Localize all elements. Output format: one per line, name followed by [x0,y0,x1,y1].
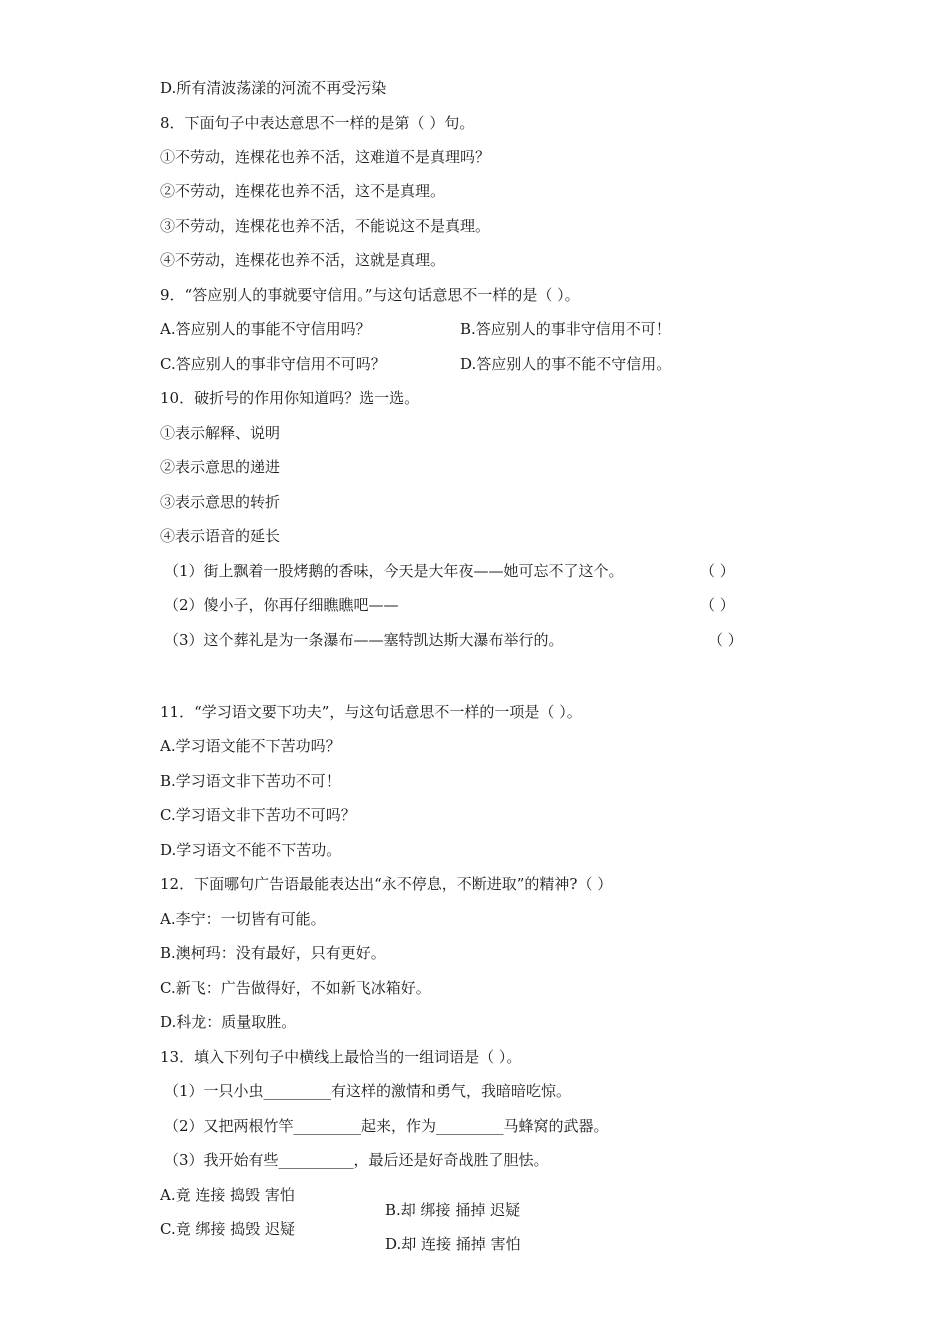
q13-sentence-2: （2）又把两根竹竿_________起来，作为_________马蜂窝的武器。 [164,1117,609,1135]
q12-option-a: A.李宁：一切皆有可能。 [160,910,326,928]
q12-stem: 12．下面哪句广告语最能表达出“永不停息，不断进取”的精神?（ ） [160,875,613,893]
q9-option-d: D.答应别人的事不能不守信用。 [460,355,672,373]
q10-stem: 10．破折号的作用你知道吗？选一选。 [160,389,420,407]
q8-item-3: ③不劳动，连棵花也养不活，不能说这不是真理。 [160,217,491,235]
q8-stem: 8．下面句子中表达意思不一样的是第（ ）句。 [160,114,475,132]
q9-option-a: A.答应别人的事能不守信用吗？ [160,320,371,338]
q9-option-c: C.答应别人的事非守信用不可吗？ [160,355,386,373]
q10-answer-3[interactable]: （ ） [708,631,743,649]
q13-option-a: A.竟 连接 捣毁 害怕 [160,1186,295,1204]
q13-stem: 13．填入下列句子中横线上最恰当的一组词语是（ ）。 [160,1048,522,1066]
q11-option-c: C.学习语文非下苦功不可吗？ [160,806,356,824]
q12-option-b: B.澳柯玛：没有最好，只有更好。 [160,944,386,962]
q8-item-1: ①不劳动，连棵花也养不活，这难道不是真理吗？ [160,148,491,166]
q10-sentence-1: （1）街上飘着一股烤鹅的香味，今天是大年夜——她可忘不了这个。 [164,562,624,580]
q10-sentence-3: （3）这个葬礼是为一条瀑布——塞特凯达斯大瀑布举行的。 [164,631,564,649]
q11-option-a: A.学习语文能不下苦功吗？ [160,737,341,755]
q9-stem: 9．“答应别人的事就要守信用。”与这句话意思不一样的是（ ）。 [160,286,580,304]
q10-use-1: ①表示解释、说明 [160,424,281,442]
q11-option-d: D.学习语文不能不下苦功。 [160,841,342,859]
q13-sentence-3: （3）我开始有些__________，最后还是好奇战胜了胆怯。 [164,1151,549,1169]
q12-option-d: D.科龙：质量取胜。 [160,1013,297,1031]
q13-option-b: B.却 绑接 捅掉 迟疑 [385,1201,521,1219]
q9-option-b: B.答应别人的事非守信用不可！ [460,320,671,338]
q12-option-c: C.新飞：广告做得好，不如新飞冰箱好。 [160,979,431,997]
q10-answer-2[interactable]: （ ） [700,596,735,614]
q10-use-4: ④表示语音的延长 [160,527,281,545]
q13-option-d: D.却 连接 捅掉 害怕 [385,1235,521,1253]
q10-use-2: ②表示意思的递进 [160,458,281,476]
q8-item-4: ④不劳动，连棵花也养不活，这就是真理。 [160,251,446,269]
q10-answer-1[interactable]: （ ） [700,562,735,580]
q10-sentence-2: （2）傻小子，你再仔细瞧瞧吧—— [164,596,399,614]
q11-option-b: B.学习语文非下苦功不可！ [160,772,341,790]
q8-item-2: ②不劳动，连棵花也养不活，这不是真理。 [160,182,446,200]
q11-stem: 11．“学习语文要下功夫”，与这句话意思不一样的一项是（ ）。 [160,703,582,721]
q10-use-3: ③表示意思的转折 [160,493,281,511]
q13-option-c: C.竟 绑接 捣毁 迟疑 [160,1220,296,1238]
q13-sentence-1: （1）一只小虫_________有这样的激情和勇气，我暗暗吃惊。 [164,1082,572,1100]
q7-option-d: D.所有清波荡漾的河流不再受污染 [160,79,387,97]
